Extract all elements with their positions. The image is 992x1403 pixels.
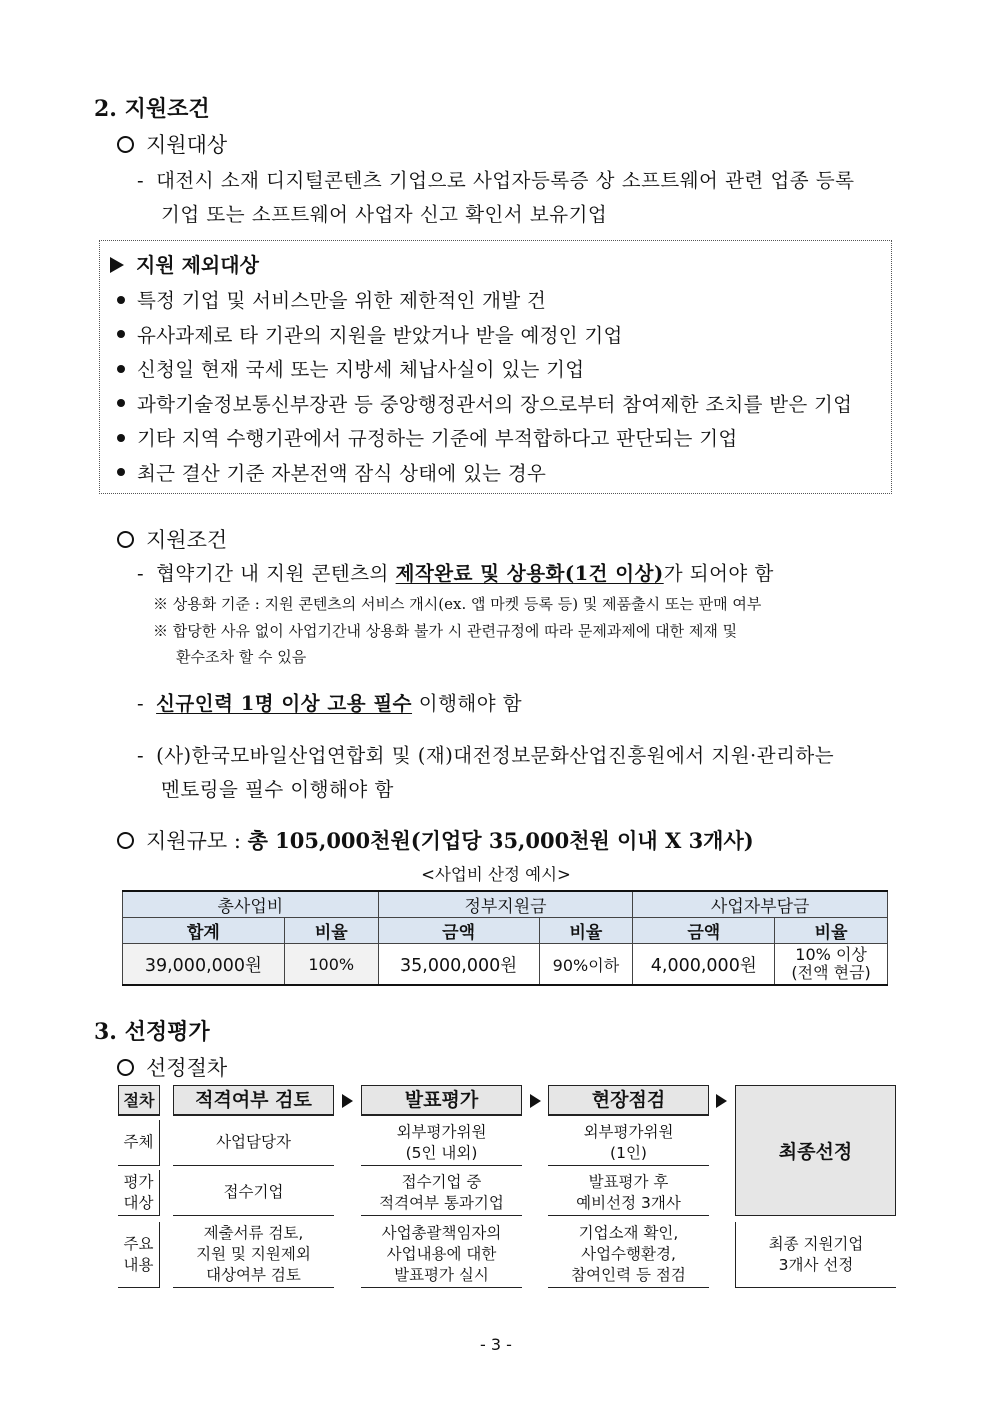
exclusion-list xyxy=(117,289,852,497)
list-item: 유사과제로 타 기관의 지원을 받았거나 받을 예정인 기업 xyxy=(117,324,852,359)
column-header: 비율 xyxy=(284,918,378,944)
row-label-subject: 주체 xyxy=(118,1120,160,1166)
condition-1: - 협약기간 내 지원 콘텐츠의 제작완료 및 상용화(1건 이상)가 되어야 함 xyxy=(137,562,774,585)
row-label-target: 평가 대상 xyxy=(118,1170,160,1216)
table-cell: 39,000,000원 xyxy=(123,944,285,986)
bullet-icon xyxy=(117,468,125,476)
condition-3-cont: 멘토링을 필수 이행해야 함 xyxy=(161,778,394,801)
step-presentation: 발표평가 xyxy=(361,1085,522,1116)
arrow-right-icon xyxy=(530,1094,541,1108)
final-selection: 최종선정 xyxy=(735,1085,896,1216)
bullet-icon xyxy=(117,296,125,304)
bullet-icon xyxy=(117,434,125,442)
step-review: 적격여부 검토 xyxy=(173,1085,334,1116)
bullet-icon xyxy=(117,399,125,407)
circle-bullet-icon xyxy=(117,531,134,548)
content-cell: 사업총괄책임자의 사업내용에 대한 발표평가 실시 xyxy=(361,1222,522,1288)
target-heading: 지원대상 xyxy=(117,129,227,159)
arrow-right-icon xyxy=(716,1094,727,1108)
step-inspection: 현장점검 xyxy=(548,1085,709,1116)
group-header: 정부지원금 xyxy=(378,891,633,918)
list-item: 과학기술정보통신부장관 등 중앙행정관서의 장으로부터 참여제한 조치를 받은 기업 xyxy=(117,393,852,428)
content-cell: 제출서류 검토, 지원 및 지원제외 대상여부 검토 xyxy=(173,1222,334,1288)
scale-line: 지원규모 : 총 105,000천원(기업당 35,000천원 이내 X 3개사) xyxy=(117,825,754,855)
bullet-icon xyxy=(117,365,125,373)
table-cell: 10% 이상 (전액 현금) xyxy=(775,944,888,986)
circle-bullet-icon xyxy=(117,1059,134,1076)
target-desc-cont: 기업 또는 소프트웨어 사업자 신고 확인서 보유기업 xyxy=(161,203,608,226)
column-header: 금액 xyxy=(633,918,775,944)
exclusion-box xyxy=(99,240,892,494)
table-row xyxy=(123,944,888,986)
subject-cell: 사업담당자 xyxy=(173,1120,334,1166)
table-cell: 4,000,000원 xyxy=(633,944,775,986)
circle-bullet-icon xyxy=(117,136,134,153)
procedure-heading: 선정절차 xyxy=(117,1052,227,1082)
condition-3: - (사)한국모바일산업연합회 및 (재)대전정보문화산업진흥원에서 지원·관리하는 xyxy=(137,744,835,767)
table-cell: 35,000,000원 xyxy=(378,944,539,986)
column-header: 비율 xyxy=(775,918,888,944)
arrow-right-icon xyxy=(342,1094,353,1108)
content-cell: 최종 지원기업 3개사 선정 xyxy=(735,1222,896,1288)
target-cell: 접수기업 xyxy=(173,1170,334,1216)
subject-cell: 외부평가위원 (5인 내외) xyxy=(361,1120,522,1166)
list-item: 특정 기업 및 서비스만을 위한 제한적인 개발 건 xyxy=(117,289,852,324)
triangle-bullet-icon xyxy=(110,257,124,273)
column-header: 합계 xyxy=(123,918,285,944)
exclusion-title: 지원 제외대상 xyxy=(110,249,259,278)
target-desc: - 대전시 소재 디지털콘텐츠 기업으로 사업자등록증 상 소프트웨어 관련 업종 등록 xyxy=(137,169,855,192)
note-2-cont: 환수조차 할 수 있음 xyxy=(176,648,307,666)
table-cell: 100% xyxy=(284,944,378,986)
note-2: ※ 합당한 사유 없이 사업기간내 상용화 불가 시 관련규정에 따라 문제과제에 대한 제재 및 xyxy=(153,622,738,640)
target-cell: 접수기업 중 적격여부 통과기업 xyxy=(361,1170,522,1216)
group-header: 총사업비 xyxy=(123,891,379,918)
note-1: ※ 상용화 기준 : 지원 콘텐츠의 서비스 개시(ex. 앱 마켓 등록 등) 및 제품출시 또는 판매 여부 xyxy=(153,595,762,613)
subject-cell: 외부평가위원 (1인) xyxy=(548,1120,709,1166)
circle-bullet-icon xyxy=(117,832,134,849)
group-header: 사업자부담금 xyxy=(633,891,888,918)
list-item: 신청일 현재 국세 또는 지방세 체납사실이 있는 기업 xyxy=(117,358,852,393)
content-cell: 기업소재 확인, 사업수행환경, 참여인력 등 점검 xyxy=(548,1222,709,1288)
list-item: 최근 결산 기준 자본전액 잠식 상태에 있는 경우 xyxy=(117,462,852,497)
page-number: - 3 - xyxy=(480,1335,512,1354)
section-3-title: 3. 선정평가 xyxy=(94,1019,210,1045)
row-label-procedure: 절차 xyxy=(118,1085,160,1116)
list-item: 기타 지역 수행기관에서 규정하는 기준에 부적합하다고 판단되는 기업 xyxy=(117,427,852,462)
target-cell: 발표평가 후 예비선정 3개사 xyxy=(548,1170,709,1216)
column-header: 금액 xyxy=(378,918,539,944)
column-header: 비율 xyxy=(539,918,633,944)
row-label-content: 주요 내용 xyxy=(118,1222,160,1288)
section-2-title: 2. 지원조건 xyxy=(94,96,210,122)
table-caption: <사업비 산정 예시> xyxy=(421,865,571,884)
conditions-heading: 지원조건 xyxy=(117,524,227,554)
bullet-icon xyxy=(117,330,125,338)
condition-2: - 신규인력 1명 이상 고용 필수 이행해야 함 xyxy=(137,692,523,715)
cost-table xyxy=(122,890,888,986)
table-cell: 90%이하 xyxy=(539,944,633,986)
